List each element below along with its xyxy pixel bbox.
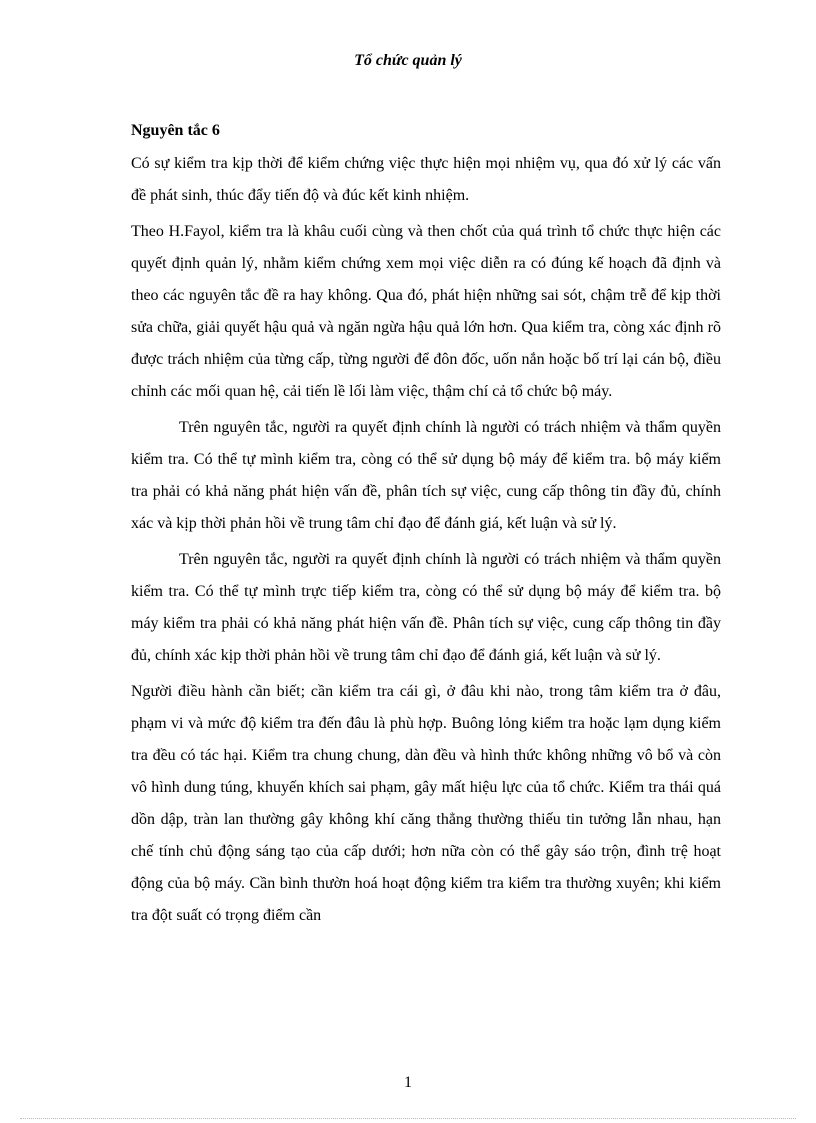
page-header-title: Tổ chức quản lý: [354, 52, 462, 69]
page-number: 1: [404, 1074, 412, 1091]
paragraph-principle-b: Trên nguyên tắc, người ra quyết định chính là người có trách nhiệm và thẩm quyền kiểm tra. Có thể tự mình trực tiếp kiểm tra, còng có thể sử dụng bộ máy để kiểm tra. bộ máy kiểm tra phải có khả năng phát hiện vấn đề. Phân tích sự việc, cung cấp thông tin đầy đủ, chính xác kịp thời phản hồi về trung tâm chỉ đạo để đánh giá, kết luận và sử lý.: [131, 551, 721, 664]
paragraph-fayol: Theo H.Fayol, kiểm tra là khâu cuối cùng và then chốt của quá trình tổ chức thực hiện các quyết định quản lý, nhằm kiểm chứng xem mọi việc diễn ra có đúng kế hoạch đã định và theo các nguyên tắc đề ra hay không. Qua đó, phát hiện những sai sót, chậm trễ để kịp thời sửa chữa, giải quyết hậu quả và ngăn ngừa hậu quả lớn hơn. Qua kiểm tra, còng xác định rõ được trách nhiệm của từng cấp, từng người để đôn đốc, uốn nắn hoặc bố trí lại cán bộ, điều chỉnh các mối quan hệ, cải tiến lề lối làm việc, thậm chí cả tổ chức bộ máy.: [131, 223, 721, 400]
paragraph-manager: Người điều hành cần biết; cần kiểm tra cái gì, ở đâu khi nào, trong tâm kiểm tra ở đâu, phạm vi và mức độ kiểm tra đến đâu là phù hợp. Buông lỏng kiểm tra hoặc lạm dụng kiểm tra đều có tác hại. Kiểm tra chung chung, dàn đều và hình thức không những vô bổ và còn vô hình dung túng, khuyến khích sai phạm, gây mất hiệu lực của tổ chức. Kiểm tra thái quá dồn dập, tràn lan thường gây không khí căng thẳng thường thiếu tin tưởng lẫn nhau, hạn chế tính chủ động sáng tạo của cấp dưới; hơn nữa còn có thể gây sáo trộn, đình trệ hoạt động của bộ máy. Cần bình thườn hoá hoạt động kiểm tra kiểm tra thường xuyên; khi kiểm tra đột suất có trọng điểm cần: [131, 683, 721, 924]
page-body: [131, 120, 721, 936]
paragraph-principle-a: Trên nguyên tắc, người ra quyết định chính là người có trách nhiệm và thẩm quyền kiểm tra. Có thể tự mình kiểm tra, còng có thể sử dụng bộ máy để kiểm tra. bộ máy kiểm tra phải có khả năng phát hiện vấn đề, phân tích sự việc, cung cấp thông tin đầy đủ, chính xác và kịp thời phản hồi về trung tâm chỉ đạo để đánh giá, kết luận và sử lý.: [131, 419, 721, 532]
page-bottom-divider: [20, 1118, 796, 1119]
paragraph-intro: Có sự kiểm tra kịp thời để kiểm chứng việc thực hiện mọi nhiệm vụ, qua đó xử lý các vấn đề phát sinh, thúc đẩy tiến độ và đúc kết kinh nhiệm.: [131, 155, 721, 204]
section-heading: Nguyên tắc 6: [131, 122, 220, 139]
